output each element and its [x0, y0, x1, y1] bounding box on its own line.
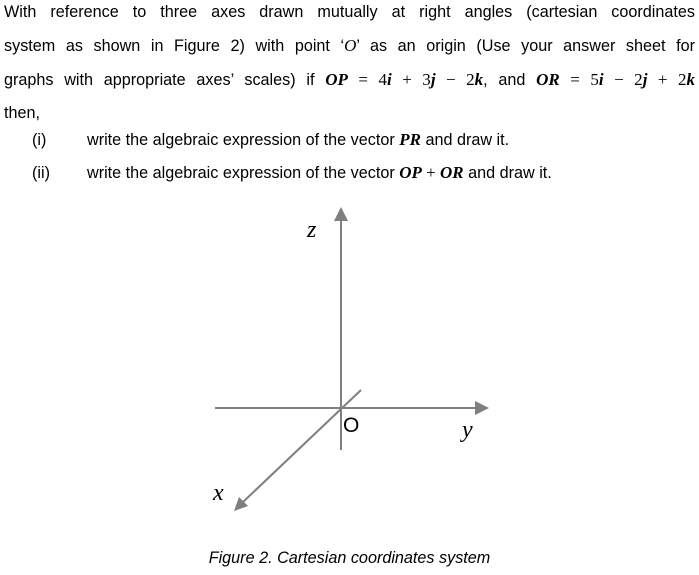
x-axis [243, 390, 361, 502]
z-arrowhead [334, 207, 348, 221]
vector-pr-label: PR [399, 130, 421, 149]
vector-op-label: OP [325, 70, 348, 89]
question-line-2: system as shown in Figure 2) with point ‘O’ as an origin (Use your answer sheet for [4, 36, 695, 55]
y-label: y [462, 417, 473, 443]
question-item-2: (ii) write the algebraic expression of the vector OP + OR and draw it. [32, 163, 552, 182]
question-line-4: then, [4, 104, 41, 122]
vector-or-label: OR [536, 70, 560, 89]
origin-symbol: O [344, 36, 357, 55]
item-number: (ii) [32, 164, 50, 182]
figure-caption: Figure 2. Cartesian coordinates system [208, 549, 491, 567]
origin-label: O [343, 414, 360, 437]
question-line-1: With reference to three axes drawn mutually at right angles (cartesian coordinates [4, 3, 695, 21]
question-line-3: graphs with appropriate axes’ scales) if OP = 4i + 3j − 2k, and OR = 5i − 2j + 2k [4, 70, 696, 89]
y-arrowhead [475, 401, 489, 415]
z-label: z [307, 217, 317, 243]
question-item-1: (i) write the algebraic expression of the vector PR and draw it. [32, 130, 510, 149]
x-label: x [213, 480, 224, 506]
axes-lines [215, 207, 489, 511]
item-number: (i) [32, 131, 47, 149]
